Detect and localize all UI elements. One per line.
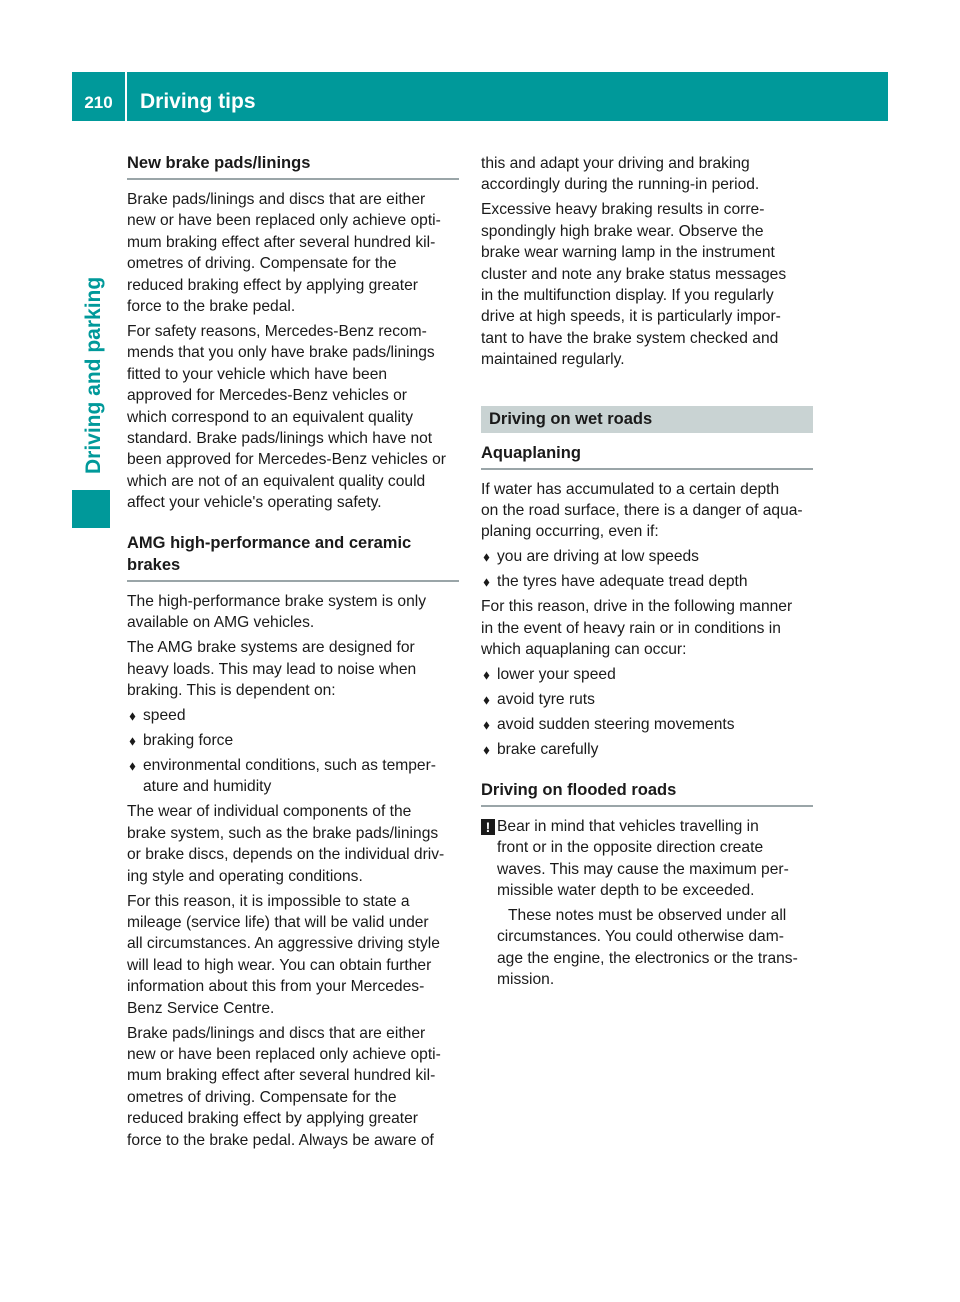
- right-column: [481, 153, 813, 994]
- text-line: available on AMG vehicles.: [127, 614, 315, 632]
- text-line: avoid tyre ruts: [497, 691, 595, 709]
- text-line: in the event of heavy rain or in conditions in: [481, 619, 781, 637]
- bullet-item: [481, 714, 813, 735]
- text-line: reduced braking effect by applying greater: [127, 1110, 418, 1128]
- text-line: maintained regularly.: [481, 351, 625, 369]
- text-line: age the engine, the electronics or the trans-: [497, 949, 798, 967]
- text-line: all circumstances. An aggressive driving style: [127, 935, 440, 953]
- text-line: ometres of driving. Compensate for the: [127, 1088, 397, 1106]
- warning-icon: !: [481, 819, 495, 835]
- paragraph: [481, 153, 813, 196]
- section-tab-label: Driving and parking: [82, 276, 105, 474]
- section-band-heading: [481, 406, 813, 433]
- paragraph: [481, 479, 813, 543]
- text-line: or brake discs, depends on the individual driv-: [127, 846, 445, 864]
- text-line: tant to have the brake system checked and: [481, 329, 779, 347]
- left-column: [127, 152, 459, 1155]
- text-line: which aquaplaning can occur:: [481, 641, 687, 659]
- text-line: standard. Brake pads/linings which have not: [127, 430, 433, 448]
- text-line: this and adapt your driving and braking: [481, 155, 750, 172]
- bullet-item: [481, 546, 813, 567]
- text-line: For safety reasons, Mercedes-Benz recom-: [127, 323, 427, 341]
- text-line: waves. This may cause the maximum per-: [497, 860, 789, 878]
- text-line: lower your speed: [497, 666, 616, 684]
- text-line: ometres of driving. Compensate for the: [127, 255, 397, 273]
- paragraph: [481, 199, 813, 370]
- text-line: For this reason, it is impossible to state a: [127, 892, 410, 910]
- section-tab-marker: [72, 490, 110, 528]
- text-line: brake wear warning lamp in the instrument: [481, 244, 775, 262]
- section-heading: [481, 442, 813, 470]
- text-line: For this reason, drive in the following manner: [481, 598, 793, 616]
- text-line: AMG high-performance and ceramic: [127, 533, 412, 552]
- text-line: Bear in mind that vehicles travelling in: [497, 817, 759, 835]
- text-line: The wear of individual components of the: [127, 803, 412, 821]
- paragraph: [127, 891, 459, 1019]
- paragraph: [127, 321, 459, 514]
- text-line: mum braking effect after several hundred kil-: [127, 1067, 436, 1085]
- text-line: brakes: [127, 555, 181, 574]
- section-heading: [127, 152, 459, 180]
- text-line: mission.: [497, 971, 555, 989]
- paragraph: [127, 801, 459, 887]
- text-line: force to the brake pedal.: [127, 298, 296, 316]
- text-line: you are driving at low speeds: [497, 548, 699, 566]
- text-line: in the multifunction display. If you regularly: [481, 287, 774, 305]
- text-line: mileage (service life) that will be valid under: [127, 913, 429, 931]
- bullet-item: [127, 730, 459, 751]
- text-line: These notes must be observed under all: [508, 906, 787, 924]
- text-line: new or have been replaced only achieve opti-: [127, 1045, 441, 1063]
- text-line: If water has accumulated to a certain depth: [481, 480, 780, 498]
- bullet-item: [127, 705, 459, 726]
- warning-note: [481, 816, 813, 902]
- paragraph: [127, 1023, 459, 1151]
- text-line: which correspond to an equivalent quality: [127, 408, 414, 426]
- text-line: Driving on flooded roads: [481, 780, 677, 799]
- text-line: avoid sudden steering movements: [497, 716, 735, 734]
- warning-note-continued: [481, 905, 813, 991]
- text-line: accordingly during the running-in period.: [481, 176, 760, 194]
- text-line: drive at high speeds, it is particularly impor-: [481, 308, 781, 326]
- text-line: Driving on wet roads: [489, 409, 653, 428]
- text-line: heavy loads. This may lead to noise when: [127, 660, 417, 678]
- text-line: fitted to your vehicle which have been: [127, 365, 388, 383]
- bullet-item: [481, 664, 813, 685]
- bullet-item: [481, 571, 813, 592]
- text-line: information about this from your Mercedes-: [127, 978, 425, 996]
- text-line: which are not of an equivalent quality could: [127, 472, 426, 490]
- text-line: braking force: [143, 731, 234, 749]
- text-line: Brake pads/linings and discs that are either: [127, 1024, 426, 1042]
- text-line: brake system, such as the brake pads/linings: [127, 824, 439, 842]
- text-line: the tyres have adequate tread depth: [497, 573, 748, 591]
- text-line: Brake pads/linings and discs that are either: [127, 191, 426, 208]
- text-line: spondingly high brake wear. Observe the: [481, 222, 764, 240]
- text-line: circumstances. You could otherwise dam-: [497, 928, 784, 946]
- text-line: Excessive heavy braking results in corre-: [481, 201, 765, 219]
- paragraph: [127, 591, 459, 634]
- bullet-item: [481, 689, 813, 710]
- paragraph: [481, 596, 813, 660]
- text-line: mends that you only have brake pads/linings: [127, 344, 435, 362]
- text-line: been approved for Mercedes-Benz vehicles or: [127, 451, 446, 469]
- text-line: The AMG brake systems are designed for: [127, 639, 415, 657]
- paragraph: [127, 189, 459, 317]
- text-line: force to the brake pedal. Always be aware of: [127, 1131, 434, 1149]
- text-line: planing occurring, even if:: [481, 523, 659, 541]
- bullet-item: [481, 739, 813, 760]
- text-line: approved for Mercedes-Benz vehicles or: [127, 387, 407, 405]
- text-line: Benz Service Centre.: [127, 999, 275, 1017]
- text-line: cluster and note any brake status messages: [481, 265, 787, 283]
- text-line: on the road surface, there is a danger of aqua-: [481, 502, 803, 520]
- text-line: The high-performance brake system is only: [127, 592, 427, 610]
- text-line: braking. This is dependent on:: [127, 681, 336, 699]
- text-line: reduced braking effect by applying greater: [127, 276, 418, 294]
- text-line: environmental conditions, such as temper-: [143, 756, 436, 774]
- text-line: Aquaplaning: [481, 443, 581, 462]
- text-line: will lead to high wear. You can obtain further: [127, 956, 432, 974]
- chapter-title: Driving tips: [127, 72, 888, 121]
- section-heading: [127, 532, 459, 582]
- text-line: ing style and operating conditions.: [127, 867, 363, 885]
- paragraph: [127, 637, 459, 701]
- text-line: New brake pads/linings: [127, 154, 311, 172]
- text-line: new or have been replaced only achieve opti-: [127, 212, 441, 230]
- text-line: brake carefully: [497, 741, 599, 759]
- text-line: mum braking effect after several hundred kil-: [127, 233, 436, 251]
- text-line: speed: [143, 706, 186, 724]
- bullet-item: [127, 755, 459, 798]
- section-heading: [481, 779, 813, 807]
- text-line: affect your vehicle's operating safety.: [127, 494, 382, 512]
- page-number: 210: [72, 72, 125, 121]
- text-line: front or in the opposite direction create: [497, 839, 764, 857]
- text-line: missible water depth to be exceeded.: [497, 881, 755, 899]
- text-line: ature and humidity: [143, 778, 272, 796]
